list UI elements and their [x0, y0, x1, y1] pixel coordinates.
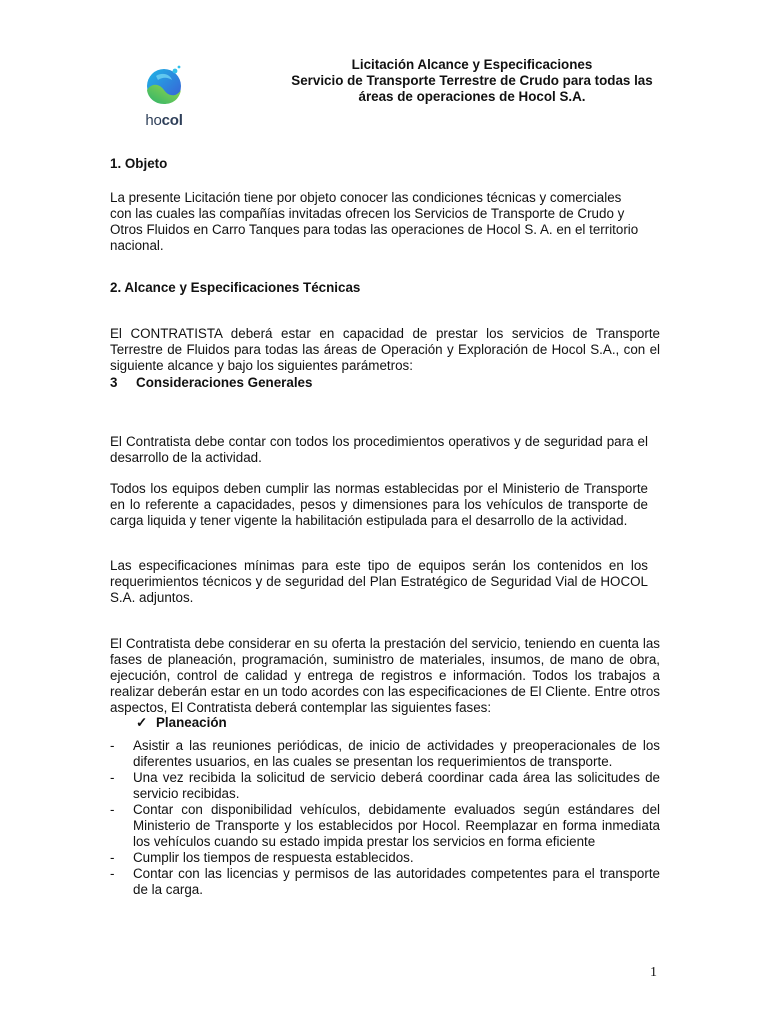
- title-line-1: Licitación Alcance y Especificaciones: [351, 57, 593, 72]
- logo-wordmark: hocol: [145, 112, 183, 129]
- dash-bullet: -: [110, 866, 115, 881]
- section-1-line: nacional.: [110, 238, 164, 253]
- dash-bullet: -: [110, 850, 115, 865]
- planeacion-label: Planeación: [156, 715, 227, 730]
- hocol-logo-icon: [138, 60, 190, 112]
- list-item: [110, 802, 660, 850]
- list-item-text: Contar con las licencias y permisos de las autoridades competentes para el transporte de la carga.: [133, 866, 660, 897]
- list-item-text: Una vez recibida la solicitud de servicio deberá coordinar cada área las solicitudes de servicio recibidas.: [133, 770, 660, 801]
- planeacion-heading: [136, 715, 227, 731]
- page-number: 1: [650, 965, 657, 980]
- section-1-line: Otros Fluidos en Carro Tanques para todas las operaciones de Hocol S. A. en el territorio: [110, 222, 639, 237]
- list-item: [110, 866, 660, 898]
- section-2-paragraph: El CONTRATISTA deberá estar en capacidad de prestar los servicios de Transporte Terrestre de Fluidos para todas las áreas de Operación y Exploración de Hocol S.A., con el siguiente alcance y bajo los siguientes parámetros:: [110, 326, 660, 374]
- dash-bullet: -: [110, 802, 115, 817]
- section-1-line: con las cuales las compañías invitadas ofrecen los Servicios de Transporte de Crudo y: [110, 206, 625, 221]
- section-3-paragraph-4: El Contratista debe considerar en su oferta la prestación del servicio, teniendo en cuenta las fases de planeación, programación, suministro de materiales, insumos, de mano de obra, ejecución, control de calidad y entrega de registros e información. Todos los trabajos a realizar deberán estar en un todo acordes con las especificaciones de El Cliente. Entre otros aspectos, El Contratista deberá contemplar las siguientes fases:: [110, 636, 660, 716]
- list-item-text: Asistir a las reuniones periódicas, de inicio de actividades y preoperacionales de los diferentes usuarios, en las cuales se presentan los requerimientos de transporte.: [133, 738, 660, 769]
- title-line-3: áreas de operaciones de Hocol S.A.: [358, 89, 586, 104]
- hocol-logo: [138, 60, 190, 130]
- list-item-text: Contar con disponibilidad vehículos, debidamente evaluados según estándares del Ministerio de Transporte y los establecidos por Hocol. Reemplazar en forma inmediata los vehículos cuando su estado impida prestar los servicios en forma eficiente: [133, 802, 660, 849]
- list-item: [110, 738, 660, 770]
- planeacion-list: [110, 738, 660, 898]
- list-item-text: Cumplir los tiempos de respuesta establecidos.: [133, 850, 414, 865]
- section-1-paragraph: [110, 190, 660, 254]
- section-3-heading: 3 Consideraciones Generales: [110, 375, 313, 390]
- section-1-heading: 1. Objeto: [110, 156, 168, 171]
- list-item: [110, 850, 660, 866]
- document-title: [272, 57, 672, 105]
- dash-bullet: -: [110, 738, 115, 753]
- list-item: [110, 770, 660, 802]
- dash-bullet: -: [110, 770, 115, 785]
- section-3-paragraph-2: Todos los equipos deben cumplir las normas establecidas por el Ministerio de Transporte en lo referente a capacidades, pesos y dimensiones para los vehículos de transporte de carga liquida y tener vigente la habilitación estipulada para el desarrollo de la actividad.: [110, 481, 648, 529]
- section-1-line: La presente Licitación tiene por objeto conocer las condiciones técnicas y comerciales: [110, 190, 622, 205]
- section-2-heading: 2. Alcance y Especificaciones Técnicas: [110, 280, 361, 295]
- title-line-2: Servicio de Transporte Terrestre de Crudo para todas las: [291, 73, 653, 88]
- section-3-paragraph-1: El Contratista debe contar con todos los procedimientos operativos y de seguridad para el desarrollo de la actividad.: [110, 434, 648, 466]
- section-3-paragraph-3: Las especificaciones mínimas para este tipo de equipos serán los contenidos en los requerimientos técnicos y de seguridad del Plan Estratégico de Seguridad Vial de HOCOL S.A. adjuntos.: [110, 558, 648, 606]
- checkmark-icon: ✓: [136, 715, 148, 730]
